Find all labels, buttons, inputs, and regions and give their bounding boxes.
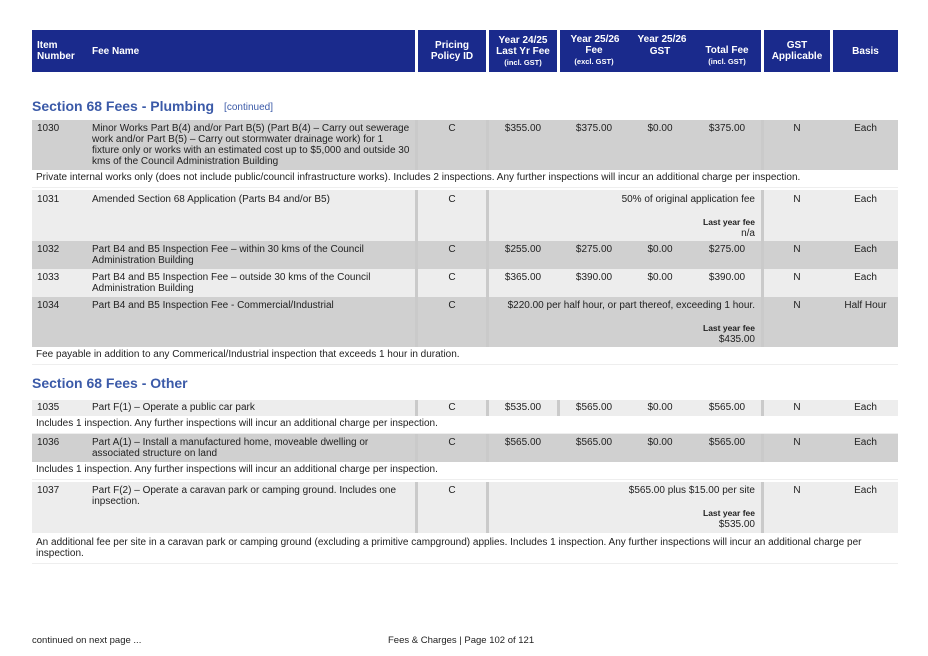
fee-schedule (32, 30, 898, 564)
last-year-fee-value: $535.00 (718, 519, 755, 530)
item-number: 1030 (37, 123, 60, 134)
header-pricing-policy: Pricing Policy ID (430, 40, 474, 62)
header-basis: Basis (852, 45, 879, 57)
table-row (32, 434, 898, 462)
gst: $0.00 (647, 402, 673, 413)
pricing-policy: C (448, 194, 456, 205)
last-year-fee-label: Last year fee (703, 508, 755, 518)
basis: Each (854, 123, 877, 134)
fee-name: Part B4 and B5 Inspection Fee - Commercial/Industrial (92, 300, 334, 311)
header-gst: GST (649, 45, 671, 57)
table-row (32, 400, 898, 416)
header-last-yr-fee: Year 24/25 Last Yr Fee (incl. GST) (496, 34, 550, 67)
item-number: 1036 (37, 437, 60, 448)
table-row (32, 120, 898, 170)
last-yr-fee: $535.00 (504, 402, 542, 413)
gst-applicable: N (793, 123, 801, 134)
gst: $0.00 (647, 244, 673, 255)
table-row (32, 297, 898, 347)
item-number: 1031 (37, 194, 60, 205)
basis: Each (854, 485, 877, 496)
gst-applicable: N (793, 402, 801, 413)
total-fee: $275.00 (708, 244, 746, 255)
row-note: Fee payable in addition to any Commerical/Industrial inspection that exceeds 1 hour in duration. (32, 347, 898, 365)
total-fee: $390.00 (708, 272, 746, 283)
header-item-number: Item Number (37, 40, 75, 62)
row-note: Includes 1 inspection. Any further inspections will incur an additional charge per inspection. (32, 416, 898, 434)
item-number: 1035 (37, 402, 60, 413)
fee-name: Minor Works Part B(4) and/or Part B(5) (Part B(4) – Carry out sewerage work and/or Part B(5) – Carry out stormwater drainage work) for 1 fixture only or works with an estimated cost up to $5,000 and outside 30 kms of the Council Administration Building (92, 123, 410, 167)
pricing-policy: C (448, 437, 456, 448)
header-year-2526: Year 25/26 (570, 34, 620, 45)
fee-excl-gst: $565.00 (575, 402, 613, 413)
last-yr-fee: $565.00 (504, 437, 542, 448)
fee-description: $220.00 per half hour, or part thereof, exceeding 1 hour. (507, 300, 755, 311)
basis: Half Hour (844, 300, 887, 311)
total-fee: $565.00 (708, 402, 746, 413)
last-year-fee-value: n/a (741, 228, 755, 239)
gst-applicable: N (793, 194, 801, 205)
last-year-fee-label: Last year fee (703, 323, 755, 333)
gst-applicable: N (793, 485, 801, 496)
total-fee: $375.00 (708, 123, 746, 134)
row-note: Includes 1 inspection. Any further inspections will incur an additional charge per inspection. (32, 462, 898, 480)
gst-applicable: N (793, 272, 801, 283)
basis: Each (854, 402, 877, 413)
last-yr-fee: $365.00 (504, 272, 542, 283)
page-footer: Fees & Charges | Page 102 of 121 (388, 635, 535, 646)
fee-name: Part B4 and B5 Inspection Fee – outside 30 kms of the Council Administration Building (92, 272, 371, 294)
header-total-fee: Total Fee (incl. GST) (705, 45, 749, 66)
header-gst-applicable: GST Applicable (771, 40, 823, 62)
last-year-fee-value: $435.00 (718, 334, 755, 345)
table-row (32, 269, 898, 297)
section-title-other: Section 68 Fees - Other (32, 375, 188, 391)
fee-excl-gst: $375.00 (575, 123, 613, 134)
fee-name: Amended Section 68 Application (Parts B4 and/or B5) (92, 194, 330, 205)
pricing-policy: C (448, 244, 456, 255)
header-fee-name: Fee Name (92, 45, 140, 57)
gst: $0.00 (647, 123, 673, 134)
row-note: An additional fee per site in a caravan park or camping ground (excluding a primitive campground) applies. Includes 1 inspection. Any further inspections will incur an additional charge per inspection. (32, 533, 898, 564)
total-fee: $565.00 (708, 437, 746, 448)
fee-name: Part A(1) – Install a manufactured home, moveable dwelling or associated structure on land (92, 437, 369, 459)
pricing-policy: C (448, 123, 456, 134)
item-number: 1032 (37, 244, 60, 255)
section-title-plumbing: Section 68 Fees - Plumbing [continued] (32, 98, 273, 114)
item-number: 1034 (37, 300, 60, 311)
gst: $0.00 (647, 272, 673, 283)
fee-excl-gst: $390.00 (575, 272, 613, 283)
row-note: Private internal works only (does not include public/council infrastructure works). Includes 2 inspections. Any further inspections will incur an additional charge per inspection. (32, 170, 898, 188)
fee-name: Part F(2) – Operate a caravan park or camping ground. Includes one inpsection. (92, 485, 397, 507)
table-header (32, 30, 898, 72)
fee-name: Part B4 and B5 Inspection Fee – within 30 kms of the Council Administration Building (92, 244, 364, 266)
last-yr-fee: $355.00 (504, 123, 542, 134)
pricing-policy: C (448, 402, 456, 413)
header-year-2526-label: Year 25/26 (637, 34, 687, 45)
fee-description: 50% of original application fee (621, 194, 755, 205)
pricing-policy: C (448, 272, 456, 283)
table-row (32, 241, 898, 269)
gst-applicable: N (793, 300, 801, 311)
continued-label: [continued] (224, 102, 273, 113)
basis: Each (854, 437, 877, 448)
pricing-policy: C (448, 485, 456, 496)
last-yr-fee: $255.00 (504, 244, 542, 255)
gst-applicable: N (793, 437, 801, 448)
basis: Each (854, 244, 877, 255)
fee-excl-gst: $565.00 (575, 437, 613, 448)
basis: Each (854, 272, 877, 283)
table-row (32, 190, 898, 241)
basis: Each (854, 194, 877, 205)
header-fee: Fee (excl. GST) (574, 45, 614, 66)
fee-excl-gst: $275.00 (575, 244, 613, 255)
continued-footer: continued on next page ... (32, 635, 142, 646)
fee-name: Part F(1) – Operate a public car park (92, 402, 255, 413)
last-year-fee-label: Last year fee (703, 217, 755, 227)
gst: $0.00 (647, 437, 673, 448)
table-row (32, 482, 898, 533)
item-number: 1037 (37, 485, 60, 496)
item-number: 1033 (37, 272, 60, 283)
gst-applicable: N (793, 244, 801, 255)
fee-description: $565.00 plus $15.00 per site (628, 485, 755, 496)
pricing-policy: C (448, 300, 456, 311)
